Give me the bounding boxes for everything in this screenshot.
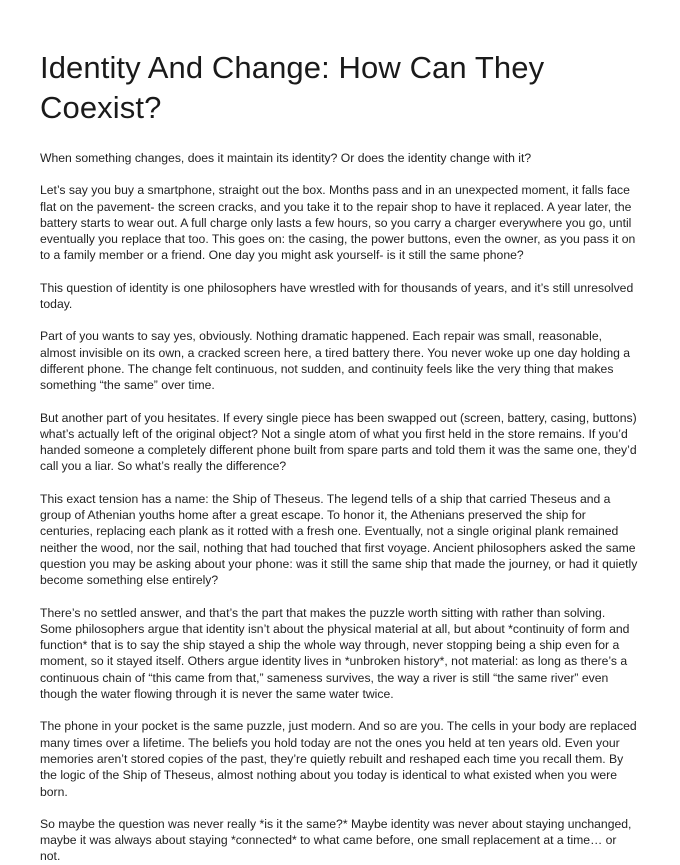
paragraph-no-settled-answer: There’s no settled answer, and that’s the part that makes the puzzle worth sitting with rather than solving. Some philosophers argue that identity isn’t about the physical material at all, but about *continuity of form and function* that is to say the ship stayed a ship the whole way through, never stopping being a ship even for a moment, so it stayed itself. Others argue identity lives in *unbroken history*, not material: as long as there’s a continuous chain of “this came from that,” sameness survives, the way a river is still “the same river” even though the water flowing through it is never the same water twice. xyxy=(40,605,630,702)
paragraph-intro-question: When something changes, does it maintain its identity? Or does the identity change with it? xyxy=(40,151,532,165)
paragraph-conclusion: So maybe the question was never really *is it the same?* Maybe identity was never about staying unchanged, maybe it was always about staying *connected* to what came before, one small replacement at a time… or not. xyxy=(40,816,632,864)
paragraph-smartphone-story: Let’s say you buy a smartphone, straight out the box. Months pass and in an unexpected moment, it falls face flat on the pavement- the screen cracks, and you take it to the repair shop to have it replaced. A year later, the battery starts to wear out. A full charge only lasts a few hours, so you carry a charger everywhere you go, until eventually you replace that too. This goes on: the casing, the power buttons, even the owner, as you pass it on to a family member or a friend. One day you might ask yourself- is it still the same phone? xyxy=(40,183,636,263)
paragraph-philosophers: This question of identity is one philosophers have wrestled with for thousands of years, and it’s still unresolved today. xyxy=(40,280,634,312)
paragraph-ship-of-theseus: This exact tension has a name: the Ship of Theseus. The legend tells of a ship that carried Theseus and a group of Athenian youths home after a great escape. To honor it, the Athenians preserved the ship for centuries, replacing each plank as it rotted with a fresh one. Eventually, not a single original plank remained neither the wood, nor the sail, nothing that had touched that first voyage. Ancient philosophers asked the same question you may be asking about your phone: was it still the same ship that made the journey, or had it quietly become something else entirely? xyxy=(40,491,638,588)
paragraph-modern-puzzle: The phone in your pocket is the same puzzle, just modern. And so are you. The cells in your body are replaced many times over a lifetime. The beliefs you hold today are not the ones you held at ten years old. Even your memories aren’t stored copies of the past, they’re quietly rebuilt and reshaped each time you recall them. By the logic of the Ship of Theseus, almost nothing about you today is identical to what existed when you were born. xyxy=(40,719,637,799)
document-title: Identity And Change: How Can They Coexist? xyxy=(40,50,545,125)
paragraph-continuity: Part of you wants to say yes, obviously. Nothing dramatic happened. Each repair was small, reasonable, almost invisible on its own, a cracked screen here, a tired battery there. You never woke up one day holding a different phone. The change felt continuous, not sudden, and continuity feels like the very thing that makes something “the same” over time. xyxy=(40,329,631,393)
paragraph-hesitation: But another part of you hesitates. If every single piece has been swapped out (screen, battery, casing, buttons) what’s actually left of the original object? Not a single atom of what you first held in the store remains. If you’d handed someone a completely different phone built from spare parts and told them it was the same one, they’d call you a liar. So what’s really the difference? xyxy=(40,410,637,474)
